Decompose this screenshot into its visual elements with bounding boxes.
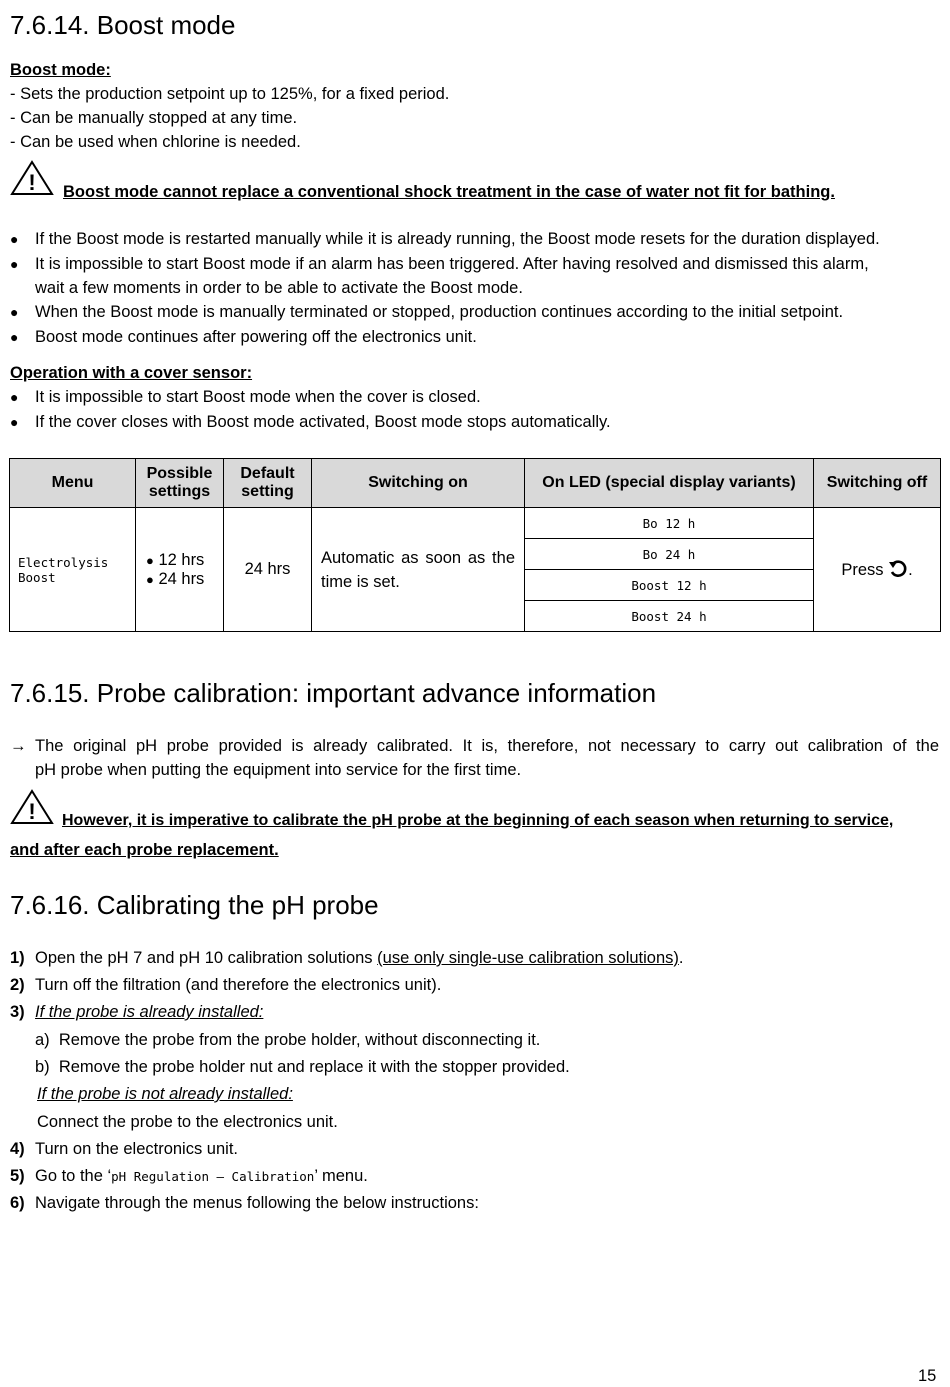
cover-sensor-label: Operation with a cover sensor: [10,364,253,382]
list-item: It is impossible to start Boost mode when the cover is closed. [35,388,481,406]
bullet-dot: ● [10,414,19,430]
section-heading-boost-mode: 7.6.14. Boost mode [10,10,236,40]
step-text: Go to the ‘pH Regulation – Calibration’ menu. [35,1167,368,1185]
possible-settings-cell [136,508,224,632]
paragraph-line: pH probe when putting the equipment into service for the first time. [35,761,522,779]
default-setting-cell: 24 hrs [224,508,312,632]
svg-text:!: ! [28,799,36,824]
step-number: 5) [10,1167,25,1185]
dash-item: - Can be used when chlorine is needed. [10,133,301,151]
bullet-dot: ● [10,256,19,272]
sub-step: b) Remove the probe holder nut and replace it with the stopper provided. [35,1058,570,1076]
boost-mode-label: Boost mode: [10,61,111,79]
warning-icon [10,789,54,825]
section-heading-probe-calibration: 7.6.15. Probe calibration: important advance information [10,678,657,708]
bullet-dot: ● [10,329,19,345]
dash-item: - Can be manually stopped at any time. [10,109,298,127]
header-default-setting: Default setting [224,459,312,508]
step-number: 3) [10,1003,25,1021]
svg-text:!: ! [28,170,36,195]
switching-on-cell: Automatic as soon as the time is set. [312,508,525,632]
calibration-warning-line: However, it is imperative to calibrate the pH probe at the beginning of each season when returning to service, [62,812,894,829]
arrow-icon: → [10,737,27,755]
boost-warning-text: Boost mode cannot replace a conventional shock treatment in the case of water not fit for bathing. [63,183,835,201]
header-switching-off: Switching off [814,459,941,508]
list-item: When the Boost mode is manually terminated or stopped, production continues according to the initial setpoint. [35,303,844,321]
header-on-led: On LED (special display variants) [525,459,814,508]
led-display-value: Boost 24 h [525,601,814,632]
step-alt-label: If the probe is not already installed: [37,1085,293,1103]
bullet-dot: ● [10,231,19,247]
list-item: ● 12 hrs [146,550,205,569]
step-text: Turn on the electronics unit. [35,1140,238,1158]
step-alt-text: Connect the probe to the electronics unit. [37,1113,338,1131]
step-text: Navigate through the menus following the below instructions: [35,1194,479,1212]
calibration-warning-line: and after each probe replacement. [10,841,279,859]
warning-icon [10,160,54,196]
step-text: Turn off the filtration (and therefore the electronics unit). [35,976,442,994]
switching-off-cell: Press . [814,508,941,632]
paragraph-line: The original pH probe provided is already calibrated. It is, therefore, not necessary to carry out calibration of the [35,737,939,755]
dash-item: - Sets the production setpoint up to 125%, for a fixed period. [10,85,450,103]
list-item: Boost mode continues after powering off the electronics unit. [35,328,477,346]
step-number: 6) [10,1194,25,1212]
page-number: 15 [918,1367,937,1385]
menu-cell: Electrolysis Boost [10,508,136,632]
bullet-dot: ● [10,389,19,405]
table-header-row [10,459,941,508]
list-item: It is impossible to start Boost mode if an alarm has been triggered. After having resolved and dismissed this alarm, [35,255,869,273]
header-menu: Menu [10,459,136,508]
list-item: If the Boost mode is restarted manually while it is already running, the Boost mode resets for the duration displayed. [35,230,880,248]
section-heading-calibrating-ph: 7.6.16. Calibrating the pH probe [10,890,379,920]
bullet-dot: ● [10,304,19,320]
header-possible-settings: Possible settings [136,459,224,508]
led-display-value: Boost 12 h [525,570,814,601]
list-item: ● 24 hrs [146,569,205,588]
list-item: If the cover closes with Boost mode activated, Boost mode stops automatically. [35,413,611,431]
led-display-value: Bo 12 h [525,508,814,539]
step-text: Open the pH 7 and pH 10 calibration solutions (use only single-use calibration solutions). [35,949,684,967]
sub-step: a) Remove the probe from the probe holder, without disconnecting it. [35,1031,541,1049]
step-text: If the probe is already installed: [35,1003,264,1021]
menu-path: pH Regulation – Calibration [111,1169,315,1184]
step-number: 2) [10,976,25,994]
list-item-continued: wait a few moments in order to be able to activate the Boost mode. [35,279,523,297]
header-switching-on: Switching on [312,459,525,508]
back-arrow-icon [888,560,908,578]
step-number: 4) [10,1140,25,1158]
step-number: 1) [10,949,25,967]
table-row [10,508,941,539]
led-display-value: Bo 24 h [525,539,814,570]
boost-settings-table [9,458,941,632]
